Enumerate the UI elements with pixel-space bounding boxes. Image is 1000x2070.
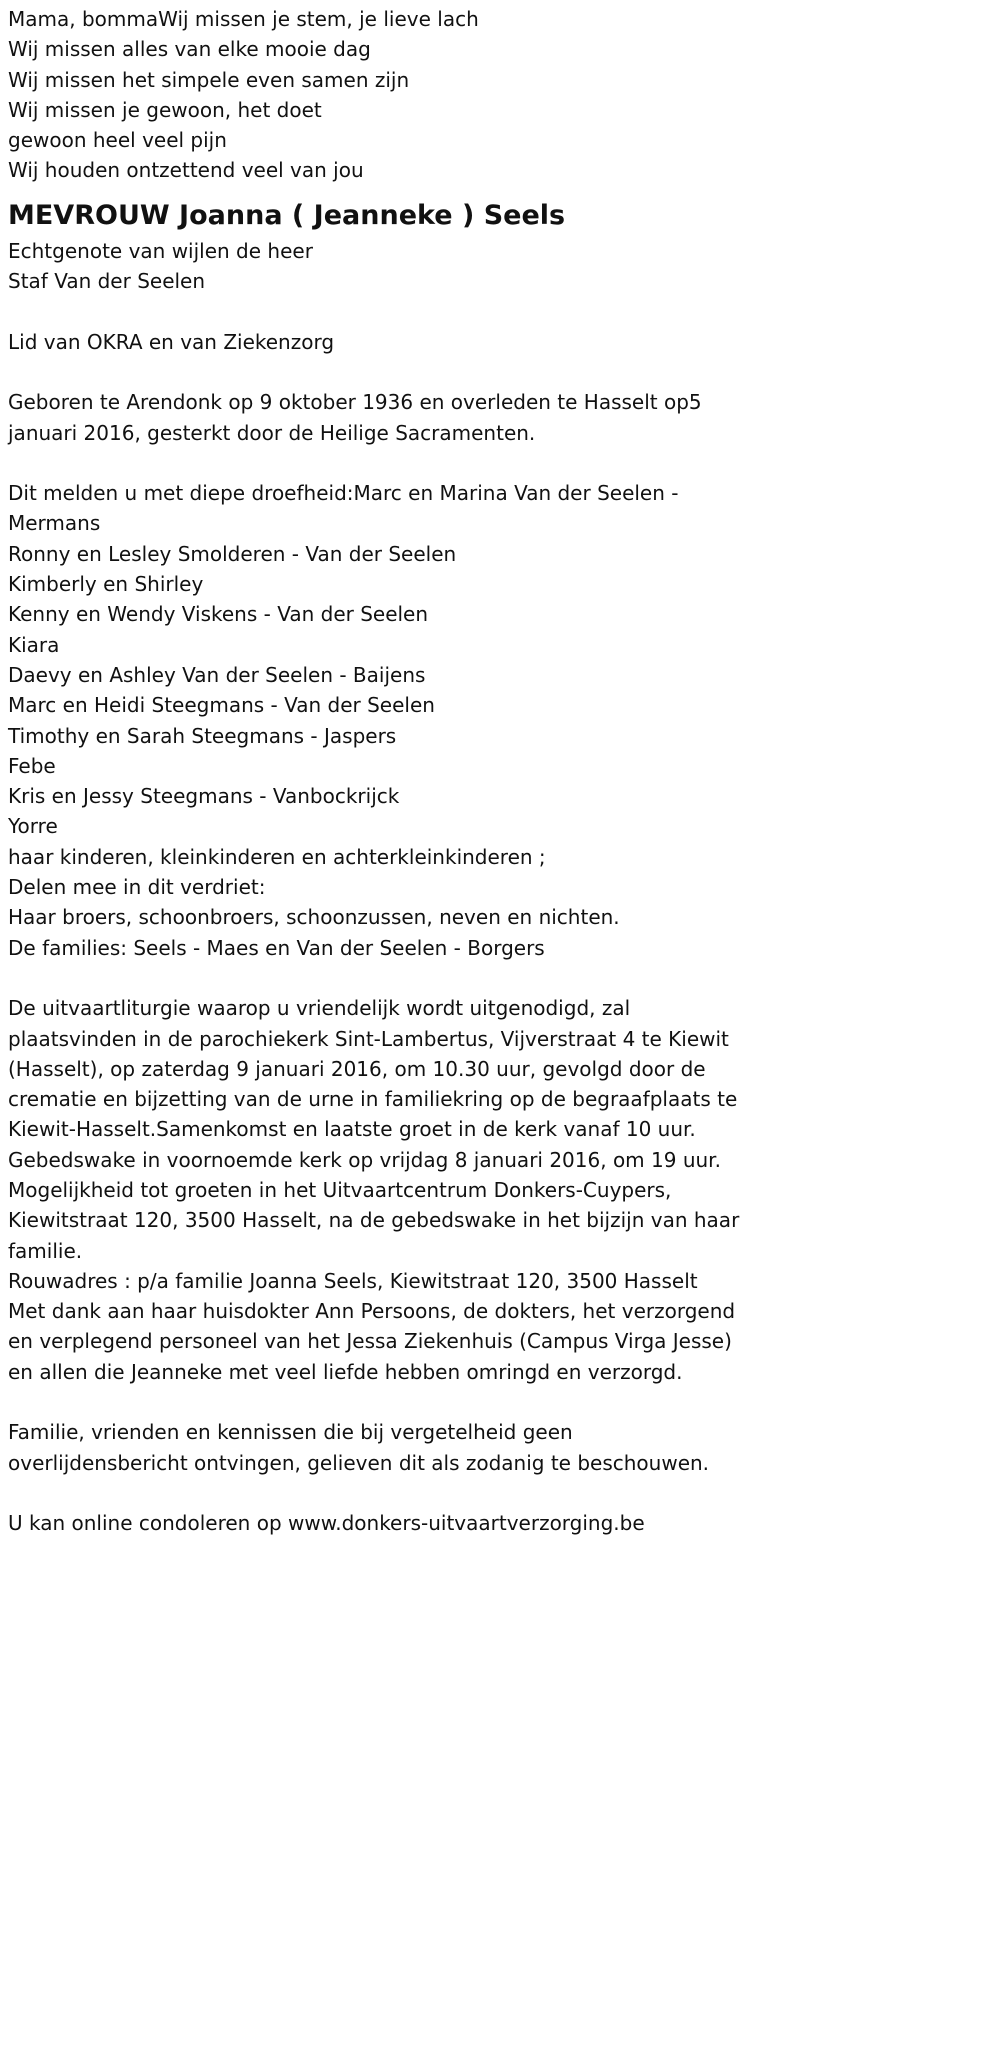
family-line: Kimberly en Shirley bbox=[8, 572, 204, 597]
birth-death-info bbox=[8, 387, 752, 448]
membership-line: Lid van OKRA en van Ziekenzorg bbox=[8, 329, 335, 354]
ceremony-line: Kiewit-Hasselt.Samenkomst en laatste groet in de kerk vanaf 10 uur. bbox=[8, 1117, 696, 1142]
family-line: Mermans bbox=[8, 511, 101, 536]
poem-line: Wij missen alles van elke mooie dag bbox=[8, 37, 371, 62]
family-line: Daevy en Ashley Van der Seelen - Baijens bbox=[8, 662, 426, 687]
ceremony-line: familie. bbox=[8, 1238, 83, 1263]
notice-line: Familie, vrienden en kennissen die bij vergetelheid geen bbox=[8, 1420, 573, 1445]
ceremony-line: Met dank aan haar huisdokter Ann Persoons, de dokters, het verzorgend bbox=[8, 1299, 736, 1324]
ceremony-details bbox=[8, 993, 752, 1387]
spacer bbox=[8, 1387, 752, 1417]
family-line: haar kinderen, kleinkinderen en achterkleinkinderen ; bbox=[8, 844, 546, 869]
family-line: Yorre bbox=[8, 814, 58, 839]
spacer bbox=[8, 186, 752, 196]
spacer bbox=[8, 296, 752, 326]
birth-death-line: Geboren te Arendonk op 9 oktober 1936 en overleden te Hasselt op5 bbox=[8, 390, 702, 415]
family-line: Febe bbox=[8, 753, 56, 778]
ceremony-line: en verplegend personeel van het Jessa Ziekenhuis (Campus Virga Jesse) bbox=[8, 1329, 732, 1354]
family-line: De families: Seels - Maes en Van der Seelen - Borgers bbox=[8, 935, 545, 960]
family-line: Dit melden u met diepe droefheid:Marc en Marina Van der Seelen - bbox=[8, 481, 679, 506]
poem bbox=[8, 4, 752, 186]
notice-line: overlijdensbericht ontvingen, gelieven dit als zodanig te beschouwen. bbox=[8, 1450, 710, 1475]
family-line: Kenny en Wendy Viskens - Van der Seelen bbox=[8, 602, 429, 627]
family-line: Timothy en Sarah Steegmans - Jaspers bbox=[8, 723, 397, 748]
poem-line: Mama, bommaWij missen je stem, je lieve lach bbox=[8, 7, 479, 31]
family-line: Delen mee in dit verdriet: bbox=[8, 875, 266, 900]
spacer bbox=[8, 963, 752, 993]
ceremony-line: De uitvaartliturgie waarop u vriendelijk wordt uitgenodigd, zal bbox=[8, 996, 631, 1021]
poem-line: Wij missen het simpele even samen zijn bbox=[8, 67, 410, 92]
spacer bbox=[8, 1478, 752, 1508]
deceased-name-title: MEVROUW Joanna ( Jeanneke ) Seels bbox=[8, 199, 566, 231]
poem-line: Wij missen je gewoon, het doet bbox=[8, 97, 322, 122]
ceremony-line: en allen die Jeanneke met veel liefde hebben omringd en verzorgd. bbox=[8, 1359, 683, 1384]
poem-line: Wij houden ontzettend veel van jou bbox=[8, 158, 364, 183]
family-line: Kris en Jessy Steegmans - Vanbockrijck bbox=[8, 784, 400, 809]
family-announcement bbox=[8, 478, 752, 963]
family-line: Kiara bbox=[8, 632, 60, 657]
birth-death-line: januari 2016, gesterkt door de Heilige Sacramenten. bbox=[8, 420, 536, 445]
ceremony-line: (Hasselt), op zaterdag 9 januari 2016, om 10.30 uur, gevolgd door de bbox=[8, 1056, 706, 1081]
spouse-line: Staf Van der Seelen bbox=[8, 269, 206, 294]
ceremony-line: plaatsvinden in de parochiekerk Sint-Lambertus, Vijverstraat 4 te Kiewit bbox=[8, 1026, 729, 1051]
spacer bbox=[8, 448, 752, 478]
ceremony-line: Rouwadres : p/a familie Joanna Seels, Kiewitstraat 120, 3500 Hasselt bbox=[8, 1268, 698, 1293]
ceremony-line: Mogelijkheid tot groeten in het Uitvaartcentrum Donkers-Cuypers, bbox=[8, 1177, 672, 1202]
family-line: Haar broers, schoonbroers, schoonzussen, neven en nichten. bbox=[8, 905, 620, 930]
family-line: Ronny en Lesley Smolderen - Van der Seelen bbox=[8, 541, 457, 566]
spacer bbox=[8, 357, 752, 387]
spouse-line: Echtgenote van wijlen de heer bbox=[8, 238, 313, 263]
ceremony-line: Kiewitstraat 120, 3500 Hasselt, na de gebedswake in het bijzijn van haar bbox=[8, 1208, 740, 1233]
family-line: Marc en Heidi Steegmans - Van der Seelen bbox=[8, 693, 435, 718]
spouse-info bbox=[8, 236, 752, 297]
poem-line: gewoon heel veel pijn bbox=[8, 128, 227, 153]
ceremony-line: Gebedswake in voornoemde kerk op vrijdag 8 januari 2016, om 19 uur. bbox=[8, 1147, 721, 1172]
ceremony-line: crematie en bijzetting van de urne in familiekring op de begraafplaats te bbox=[8, 1087, 738, 1112]
condolence-line: U kan online condoleren op www.donkers-uitvaartverzorging.be bbox=[8, 1511, 645, 1536]
notice bbox=[8, 1417, 752, 1478]
